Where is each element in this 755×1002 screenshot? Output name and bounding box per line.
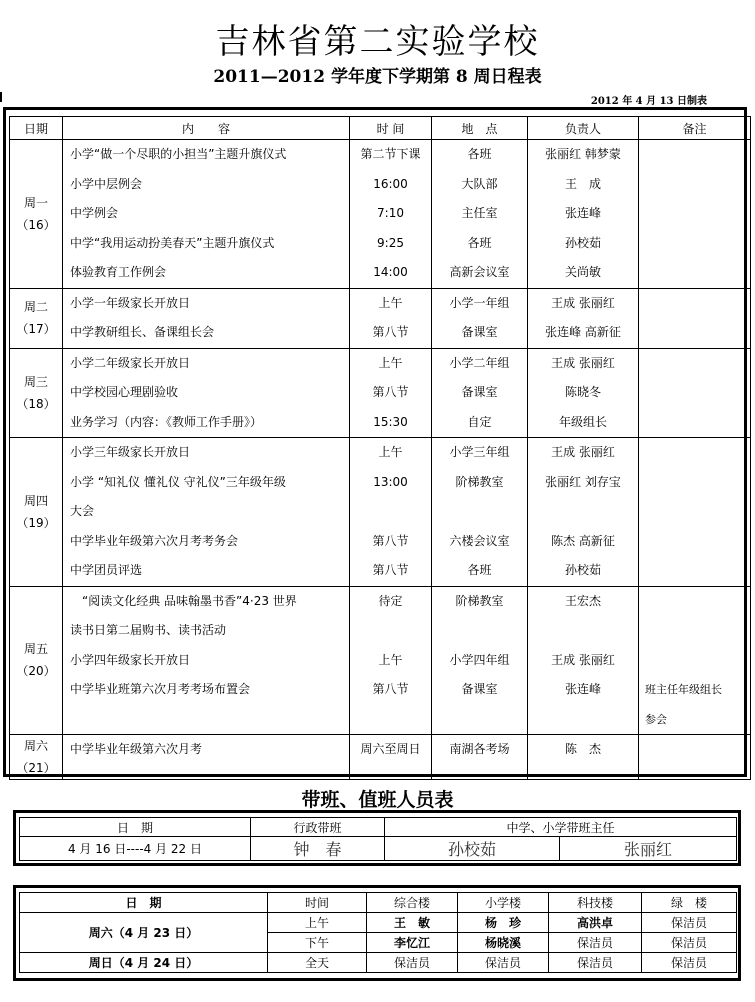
event-time: 15:30 — [373, 414, 408, 429]
weekend-cell: 高洪卓 — [549, 913, 642, 933]
note-text — [639, 587, 750, 617]
event-content — [63, 705, 349, 735]
event-content: 小学中层例会 — [70, 176, 143, 191]
event-person-cell — [528, 288, 639, 348]
weekend-cell: 保洁员 — [549, 953, 642, 973]
day-block — [10, 288, 751, 348]
note-cell — [639, 586, 751, 735]
event-place: 阶梯教室 — [455, 593, 504, 608]
day-number: （21） — [16, 761, 56, 775]
event-time-cell — [350, 288, 432, 348]
schedule-body — [10, 140, 751, 780]
event-place: 各班 — [467, 235, 492, 250]
day-number: （18） — [16, 396, 56, 411]
event-time: 13:00 — [373, 474, 408, 489]
event-time: 上午 — [378, 652, 403, 667]
event-time: 上午 — [378, 355, 403, 370]
event-person: 张连峰 高新征 — [545, 325, 621, 339]
day-name: 周一 — [23, 195, 48, 210]
weekend-cell: 保洁员 — [642, 953, 737, 973]
event-content: 中学“我用运动扮美春天”主题升旗仪式 — [70, 235, 275, 250]
event-time-cell — [350, 735, 432, 780]
weekend-cell: 杨 珍 — [458, 913, 549, 933]
event-content: 小学四年级家长开放日 — [70, 652, 191, 667]
event-content-cell — [63, 586, 350, 735]
event-person: 王成 张丽红 — [551, 355, 615, 370]
col-header-content: 内 容 — [63, 117, 350, 140]
duty-title: 带班、值班人员表 — [301, 789, 454, 811]
duty-admin: 钟 春 — [251, 837, 385, 861]
event-content: 小学三年级家长开放日 — [70, 445, 191, 459]
weekend-cell: 保洁员 — [642, 933, 737, 953]
event-time-cell — [350, 140, 432, 289]
event-content-cell — [63, 438, 350, 587]
duty-row — [20, 837, 737, 861]
event-time — [350, 616, 431, 646]
event-person: 张连峰 — [564, 206, 601, 220]
day-block — [10, 438, 751, 587]
day-block — [10, 586, 751, 735]
event-person: 张丽红 刘存宝 — [545, 474, 621, 489]
event-person: 张连峰 — [564, 682, 601, 696]
weekend-header-xiaoxue: 小学楼 — [458, 893, 549, 913]
event-place: 备课室 — [461, 682, 498, 696]
duty-header-admin: 行政带班 — [251, 818, 385, 837]
event-time-cell — [350, 438, 432, 587]
weekend-header-keji: 科技楼 — [549, 893, 642, 913]
event-place: 小学一年组 — [449, 295, 510, 310]
event-time — [350, 705, 431, 735]
weekend-header-row — [20, 893, 737, 913]
weekend-header-date: 日 期 — [20, 893, 268, 913]
event-time: 上午 — [378, 295, 403, 310]
day-number: （16） — [16, 217, 56, 232]
school-title: 吉林省第二实验学校 — [215, 22, 540, 62]
event-content-cell — [63, 288, 350, 348]
event-place: 高新会议室 — [449, 265, 510, 279]
duty-teacher-2: 张丽红 — [560, 837, 737, 861]
event-time: 第二节下课 — [360, 147, 421, 161]
event-place: 南湖各考场 — [449, 742, 510, 756]
event-person — [528, 705, 638, 735]
weekend-header-time: 时间 — [268, 893, 367, 913]
day-cell — [10, 288, 63, 348]
event-place: 阶梯教室 — [455, 474, 504, 489]
weekend-cell: 保洁员 — [458, 953, 549, 973]
event-time: 第八节 — [372, 533, 409, 548]
event-person: 陈杰 高新征 — [551, 533, 615, 548]
event-time-cell — [350, 586, 432, 735]
weekend-header-lv: 绿 楼 — [642, 893, 737, 913]
note-text — [639, 616, 750, 646]
event-content: 业务学习（内容：《教师工作手册》） — [70, 414, 263, 429]
weekend-cell: 保洁员 — [367, 953, 458, 973]
event-time — [350, 497, 431, 527]
day-number: （19） — [16, 515, 56, 530]
event-time: 7:10 — [377, 206, 404, 220]
note-text: 班主任年级组长 — [645, 683, 722, 696]
duty-header-date: 日 期 — [20, 818, 251, 837]
day-name: 周二 — [23, 300, 48, 314]
event-content: 中学毕业班第六次月考考场布置会 — [70, 682, 251, 696]
event-place: 备课室 — [461, 325, 498, 339]
event-place: 自定 — [467, 414, 492, 429]
event-time: 16:00 — [373, 176, 408, 191]
event-place-cell — [432, 735, 528, 780]
note-cell — [639, 288, 751, 348]
event-content-cell — [63, 348, 350, 438]
event-place: 小学三年组 — [449, 445, 510, 459]
weekend-cell: 王 敏 — [367, 913, 458, 933]
day-cell — [10, 348, 63, 438]
event-place-cell — [432, 140, 528, 289]
day-number: （20） — [16, 664, 56, 679]
duty-table — [19, 817, 737, 861]
event-content: 中学校园心理剧验收 — [70, 385, 179, 399]
duty-header-teachers: 中学、小学带班主任 — [385, 818, 737, 837]
event-content-cell — [63, 735, 350, 780]
event-time: 第八节 — [372, 682, 409, 696]
event-person: 孙校茹 — [564, 235, 601, 250]
weekend-cell: 李忆江 — [367, 933, 458, 953]
event-person: 王成 张丽红 — [551, 295, 615, 310]
event-content: 中学例会 — [70, 206, 119, 220]
weekend-row-sat-am — [20, 913, 737, 933]
duty-date: 4 月 16 日----4 月 22 日 — [20, 837, 251, 861]
weekend-header-zonghe: 综合楼 — [367, 893, 458, 913]
event-time: 14:00 — [373, 265, 408, 279]
event-person: 王成 张丽红 — [551, 445, 615, 459]
event-person: 陈晓冬 — [564, 385, 601, 399]
event-person-cell — [528, 586, 639, 735]
event-person: 孙校茹 — [564, 563, 601, 577]
duty-header-row — [20, 818, 737, 837]
event-content: 大会 — [70, 504, 95, 518]
day-name: 周五 — [23, 642, 48, 657]
event-person: 关尚敏 — [564, 265, 601, 279]
note-text: 参会 — [645, 712, 667, 726]
event-place — [432, 497, 527, 527]
col-header-note: 备注 — [639, 117, 751, 140]
event-content: 体验教育工作例会 — [70, 265, 167, 279]
event-place: 六楼会议室 — [449, 533, 510, 548]
weekend-cell: 下午 — [268, 933, 367, 953]
event-time-cell — [350, 348, 432, 438]
event-place: 大队部 — [461, 176, 498, 191]
event-person: 陈 杰 — [564, 742, 601, 756]
event-content: 小学一年级家长开放日 — [70, 295, 191, 310]
event-time: 上午 — [378, 445, 403, 459]
day-name: 周六 — [23, 739, 48, 753]
event-time: 第八节 — [372, 385, 409, 399]
event-place: 主任室 — [461, 206, 498, 220]
event-time: 周六至周日 — [360, 742, 421, 756]
weekend-sat-label: 周六（4 月 23 日） — [20, 913, 268, 953]
event-content: 小学 “知礼仪 懂礼仪 守礼仪”三年级年级 — [70, 474, 286, 489]
day-cell — [10, 586, 63, 735]
event-content: 小学二年级家长开放日 — [70, 355, 191, 370]
day-cell — [10, 735, 63, 780]
event-content: 中学教研组长、备课组长会 — [70, 325, 215, 339]
event-place: 备课室 — [461, 385, 498, 399]
day-number: （17） — [16, 322, 56, 336]
event-person — [528, 497, 638, 527]
event-place-cell — [432, 348, 528, 438]
event-person: 张丽红 韩梦蒙 — [545, 147, 621, 161]
event-person — [528, 616, 638, 646]
event-person: 王 成 — [564, 176, 601, 191]
event-content: 中学毕业年级第六次月考 — [70, 742, 203, 756]
event-time: 9:25 — [377, 235, 404, 250]
weekend-cell: 保洁员 — [549, 933, 642, 953]
note-cell — [639, 348, 751, 438]
event-content: 中学团员评选 — [70, 563, 143, 577]
duty-teacher-1: 孙校茹 — [385, 837, 560, 861]
day-name: 周四 — [23, 493, 48, 508]
schedule-header-row — [10, 117, 751, 140]
event-person-cell — [528, 140, 639, 289]
day-block — [10, 735, 751, 780]
weekend-row-sun — [20, 953, 737, 973]
event-content: 中学毕业年级第六次月考考务会 — [70, 533, 239, 548]
event-content: “阅读文化经典 品味翰墨书香”4·23 世界 — [70, 593, 297, 608]
note-cell — [639, 438, 751, 587]
event-place-cell — [432, 438, 528, 587]
day-name: 周三 — [23, 374, 48, 389]
event-person: 王宏杰 — [564, 593, 601, 608]
event-place: 小学二年组 — [449, 355, 510, 370]
col-header-person: 负责人 — [528, 117, 639, 140]
note-cell — [639, 140, 751, 289]
weekend-cell: 上午 — [268, 913, 367, 933]
event-place: 各班 — [467, 563, 492, 577]
day-cell — [10, 438, 63, 587]
event-person-cell — [528, 735, 639, 780]
weekend-sun-label: 周日（4 月 24 日） — [20, 953, 268, 973]
day-block — [10, 348, 751, 438]
event-time: 第八节 — [372, 325, 409, 339]
weekend-cell: 保洁员 — [642, 913, 737, 933]
weekend-cell: 全天 — [268, 953, 367, 973]
margin-mark — [0, 92, 2, 102]
schedule-subtitle: 2011—2012 学年度下学期第 8 周日程表 — [213, 67, 542, 87]
event-person-cell — [528, 438, 639, 587]
event-time: 待定 — [378, 593, 403, 608]
event-person: 王成 张丽红 — [551, 652, 615, 667]
event-person-cell — [528, 348, 639, 438]
note-text — [639, 646, 750, 676]
event-place-cell — [432, 586, 528, 735]
event-content: 读书日第二届购书、读书活动 — [70, 623, 227, 637]
schedule-table — [9, 116, 751, 780]
made-date: 2012 年 4 月 13 日制表 — [590, 96, 707, 107]
event-person: 年级组长 — [558, 414, 607, 429]
day-cell — [10, 140, 63, 289]
event-content-cell — [63, 140, 350, 289]
event-content: 小学“做一个尽职的小担当”主题升旗仪式 — [70, 147, 287, 161]
weekend-table — [19, 892, 737, 973]
event-place — [432, 705, 527, 735]
event-place: 各班 — [467, 147, 492, 161]
col-header-time: 时 间 — [350, 117, 432, 140]
event-time: 第八节 — [372, 563, 409, 577]
col-header-date: 日期 — [10, 117, 63, 140]
event-place: 小学四年组 — [449, 652, 510, 667]
weekend-cell: 杨晓溪 — [458, 933, 549, 953]
day-block — [10, 140, 751, 289]
note-cell — [639, 735, 751, 780]
col-header-place: 地 点 — [432, 117, 528, 140]
event-place-cell — [432, 288, 528, 348]
event-place — [432, 616, 527, 646]
